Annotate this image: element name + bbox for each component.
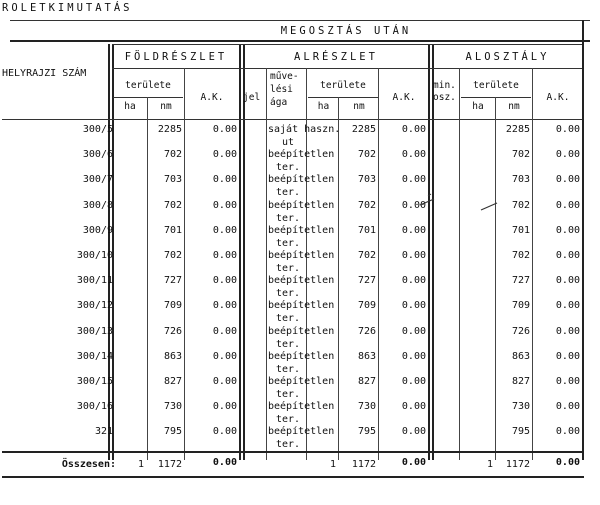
cell-muv-1: beépítetlen <box>268 426 335 437</box>
cell-f-nm: 701 <box>163 225 182 236</box>
cell-o-nm: 730 <box>511 401 530 412</box>
cell-o-nm: 727 <box>511 275 530 286</box>
cell-f-nm: 726 <box>163 326 182 337</box>
col-hrsz-header: HELYRAJZI SZÁM <box>2 68 87 79</box>
a-muvelesi-1: műve- <box>270 71 299 82</box>
cell-hrsz: 300/12 <box>76 300 113 311</box>
cell-a-ak: 0.00 <box>401 149 426 160</box>
cell-a-ak: 0.00 <box>401 124 426 135</box>
cell-muv-1: beépítetlen <box>268 174 335 185</box>
cell-muv-2: ter. <box>275 414 301 425</box>
cell-f-nm: 702 <box>163 250 182 261</box>
cell-f-nm: 702 <box>163 149 182 160</box>
totals-o-ak: 0.00 <box>555 457 580 468</box>
totals-a-nm: 1172 <box>351 459 376 470</box>
totals-f-ha: 1 <box>137 459 144 470</box>
cell-a-nm: 701 <box>357 225 376 236</box>
cell-o-nm: 702 <box>511 200 530 211</box>
cell-f-ak: 0.00 <box>212 426 237 437</box>
cell-f-nm: 709 <box>163 300 182 311</box>
cell-muv-2: ter. <box>275 213 301 224</box>
cell-o-nm: 702 <box>511 250 530 261</box>
cell-f-ak: 0.00 <box>212 401 237 412</box>
cell-o-nm: 863 <box>511 351 530 362</box>
cell-o-ak: 0.00 <box>555 300 580 311</box>
cell-o-nm: 709 <box>511 300 530 311</box>
cell-f-ak: 0.00 <box>212 124 237 135</box>
cell-f-ak: 0.00 <box>212 200 237 211</box>
cell-o-ak: 0.00 <box>555 376 580 387</box>
cell-a-ak: 0.00 <box>401 351 426 362</box>
cell-o-ak: 0.00 <box>555 401 580 412</box>
cell-a-nm: 727 <box>357 275 376 286</box>
cell-a-nm: 863 <box>357 351 376 362</box>
pen-mark-3 <box>428 194 431 196</box>
cell-muv-1: beépítetlen <box>268 200 335 211</box>
cell-a-nm: 730 <box>357 401 376 412</box>
cell-o-ak: 0.00 <box>555 200 580 211</box>
o-min-1: min. <box>433 80 456 91</box>
cell-f-nm: 795 <box>163 426 182 437</box>
pen-mark-2 <box>481 203 497 210</box>
cell-muv-1: beépítetlen <box>268 275 335 286</box>
cell-a-ak: 0.00 <box>401 300 426 311</box>
cell-hrsz: 300/15 <box>76 376 113 387</box>
top-header: MEGOSZTÁS UTÁN <box>280 25 412 37</box>
cell-muv-2: ter. <box>275 389 301 400</box>
f-ak-header: A.K. <box>200 92 224 103</box>
cell-hrsz: 300/8 <box>82 200 113 211</box>
cell-muv-1: beépítetlen <box>268 300 335 311</box>
cell-f-nm: 703 <box>163 174 182 185</box>
cell-o-nm: 726 <box>511 326 530 337</box>
cell-o-ak: 0.00 <box>555 426 580 437</box>
cell-muv-1: beépítetlen <box>268 401 335 412</box>
cell-muv-1: beépítetlen <box>268 250 335 261</box>
cell-o-ak: 0.00 <box>555 326 580 337</box>
o-nm-header: nm <box>508 101 520 112</box>
cell-muv-1: beépítetlen <box>268 326 335 337</box>
cell-f-ak: 0.00 <box>212 275 237 286</box>
cell-hrsz: 321 <box>94 426 113 437</box>
cell-hrsz: 300/5 <box>82 124 113 135</box>
a-muvelesi-3: ága <box>270 97 288 108</box>
cell-o-nm: 827 <box>511 376 530 387</box>
cell-a-ak: 0.00 <box>401 275 426 286</box>
cell-f-nm: 727 <box>163 275 182 286</box>
totals-o-nm: 1172 <box>505 459 530 470</box>
a-muvelesi-2: lési <box>270 84 293 95</box>
a-ha-header: ha <box>317 101 330 112</box>
cell-a-nm: 709 <box>357 300 376 311</box>
cell-o-ak: 0.00 <box>555 174 580 185</box>
totals-label: Összesen: <box>61 459 116 470</box>
cell-muv-2: ter. <box>275 187 301 198</box>
cell-f-nm: 827 <box>163 376 182 387</box>
totals-o-ha: 1 <box>486 459 493 470</box>
cell-f-nm: 863 <box>163 351 182 362</box>
cell-a-ak: 0.00 <box>401 200 426 211</box>
a-terulete-header: területe <box>320 80 366 91</box>
totals-f-nm: 1172 <box>157 459 182 470</box>
section-alosztaly: ALOSZTÁLY <box>465 51 550 63</box>
cell-a-ak: 0.00 <box>401 250 426 261</box>
cell-hrsz: 300/13 <box>76 326 113 337</box>
cell-o-ak: 0.00 <box>555 225 580 236</box>
cell-f-ak: 0.00 <box>212 300 237 311</box>
a-ak-header: A.K. <box>392 92 416 103</box>
cell-muv-1: saját haszn. <box>268 124 341 135</box>
cell-hrsz: 300/6 <box>82 149 113 160</box>
cell-hrsz: 300/10 <box>76 250 113 261</box>
cell-f-ak: 0.00 <box>212 376 237 387</box>
cell-hrsz: 300/9 <box>82 225 113 236</box>
cell-hrsz: 300/16 <box>76 401 113 412</box>
cell-a-nm: 2285 <box>351 124 376 135</box>
o-min-2: osz. <box>433 92 456 103</box>
cell-f-ak: 0.00 <box>212 174 237 185</box>
cell-a-nm: 702 <box>357 250 376 261</box>
cell-a-ak: 0.00 <box>401 174 426 185</box>
cell-f-ak: 0.00 <box>212 250 237 261</box>
totals-a-ha: 1 <box>329 459 336 470</box>
f-nm-header: nm <box>160 101 172 112</box>
cell-f-nm: 702 <box>163 200 182 211</box>
cell-o-nm: 795 <box>511 426 530 437</box>
cell-o-ak: 0.00 <box>555 250 580 261</box>
cell-a-nm: 795 <box>357 426 376 437</box>
cell-f-ak: 0.00 <box>212 149 237 160</box>
cell-muv-2: ter. <box>275 263 301 274</box>
cell-muv-2: ter. <box>275 364 301 375</box>
cell-o-nm: 702 <box>511 149 530 160</box>
f-terulete-header: területe <box>125 80 171 91</box>
cell-hrsz: 300/14 <box>76 351 113 362</box>
o-ak-header: A.K. <box>546 92 570 103</box>
f-ha-header: ha <box>124 101 136 112</box>
cell-muv-1: beépítetlen <box>268 149 335 160</box>
a-nm-header: nm <box>353 101 365 112</box>
cell-o-ak: 0.00 <box>555 351 580 362</box>
pen-mark-1 <box>420 199 434 205</box>
cell-a-ak: 0.00 <box>401 376 426 387</box>
cell-muv-1: beépítetlen <box>268 376 335 387</box>
cell-muv-2: ut <box>281 137 295 148</box>
o-ha-header: ha <box>472 101 484 112</box>
o-terulete-header: területe <box>473 80 519 91</box>
cell-hrsz: 300/7 <box>82 174 113 185</box>
cell-o-ak: 0.00 <box>555 275 580 286</box>
cell-muv-2: ter. <box>275 339 301 350</box>
cell-a-ak: 0.00 <box>401 401 426 412</box>
cell-a-ak: 0.00 <box>401 326 426 337</box>
cell-o-ak: 0.00 <box>555 124 580 135</box>
cell-muv-2: ter. <box>275 313 301 324</box>
cell-a-nm: 702 <box>357 149 376 160</box>
cell-f-ak: 0.00 <box>212 225 237 236</box>
document-title: ROLETKIMUTATÁS <box>2 2 133 14</box>
cell-muv-2: ter. <box>275 439 301 450</box>
cell-a-nm: 827 <box>357 376 376 387</box>
cell-a-ak: 0.00 <box>401 225 426 236</box>
cell-muv-2: ter. <box>275 162 301 173</box>
section-foldreszlet: FÖLDRÉSZLET <box>124 51 228 63</box>
a-jel-header: jel <box>243 92 261 103</box>
cell-o-ak: 0.00 <box>555 149 580 160</box>
cell-a-nm: 703 <box>357 174 376 185</box>
cell-o-nm: 703 <box>511 174 530 185</box>
cell-o-nm: 2285 <box>505 124 530 135</box>
cell-a-nm: 702 <box>357 200 376 211</box>
cell-a-ak: 0.00 <box>401 426 426 437</box>
cell-o-nm: 701 <box>511 225 530 236</box>
cell-muv-1: beépítetlen <box>268 225 335 236</box>
section-alreszlet: ALRÉSZLET <box>294 51 378 63</box>
cell-f-nm: 730 <box>163 401 182 412</box>
cell-hrsz: 300/11 <box>76 275 113 286</box>
cell-muv-2: ter. <box>275 288 301 299</box>
cell-muv-2: ter. <box>275 238 301 249</box>
cell-a-nm: 726 <box>357 326 376 337</box>
totals-a-ak: 0.00 <box>401 457 426 468</box>
cell-f-ak: 0.00 <box>212 326 237 337</box>
totals-f-ak: 0.00 <box>212 457 237 468</box>
cell-f-ak: 0.00 <box>212 351 237 362</box>
cell-muv-1: beépítetlen <box>268 351 335 362</box>
cell-f-nm: 2285 <box>157 124 182 135</box>
